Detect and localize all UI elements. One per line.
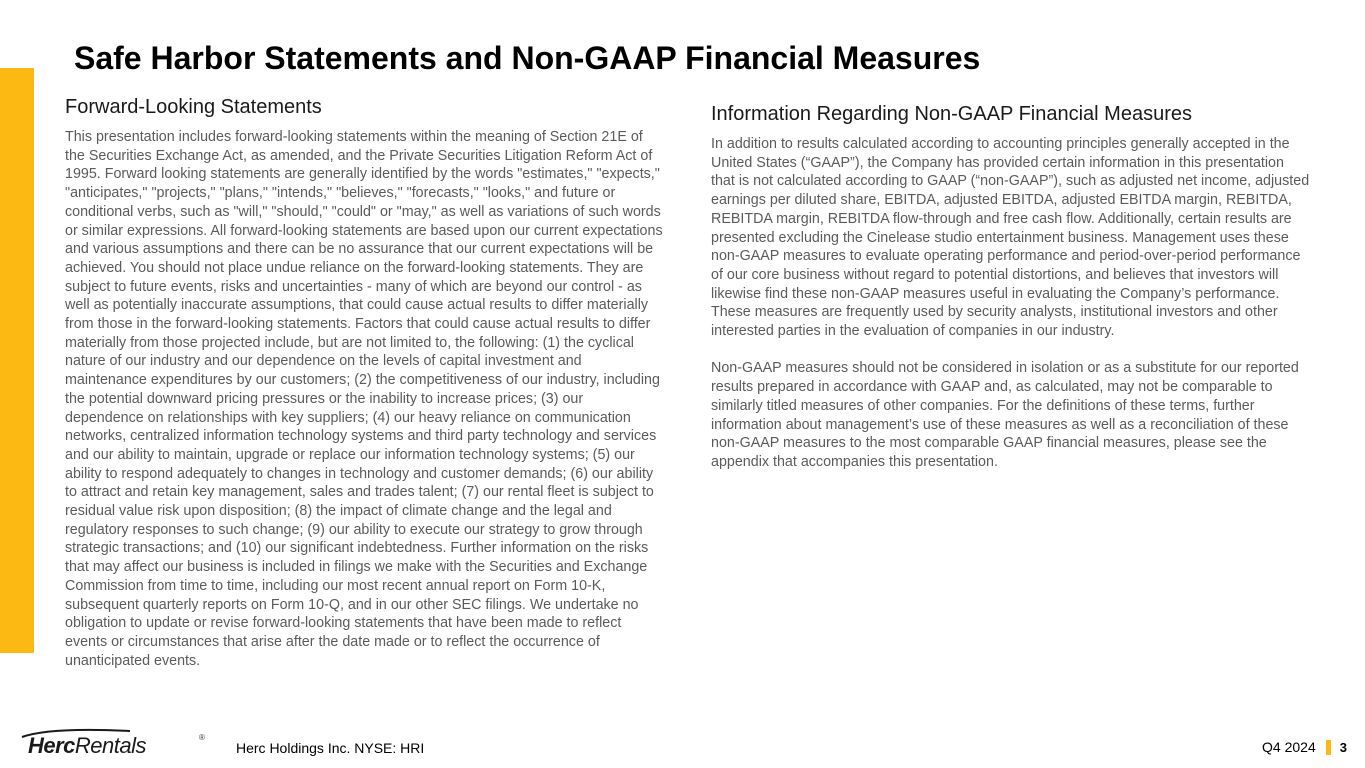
logo-herc-text: Herc <box>28 733 75 758</box>
page-number: 3 <box>1339 739 1347 755</box>
footer-company: Herc Holdings Inc. NYSE: HRI <box>236 740 425 756</box>
forward-looking-section <box>65 96 665 670</box>
footer-quarter: Q4 2024 <box>1262 739 1316 755</box>
non-gaap-heading: Information Regarding Non-GAAP Financial Measures <box>711 103 1192 125</box>
non-gaap-paragraph-2: Non-GAAP measures should not be considered in isolation or as a substitute for our reported results prepared in accordance with GAAP and, as calculated, may not be comparable to similarly titled measures of other companies. For the definitions of these terms, further information about management’s use of these measures as well as a reconciliation of these non-GAAP measures to the most comparable GAAP financial measures, please see the appendix that accompanies this presentation. <box>711 360 1299 470</box>
slide-title: Safe Harbor Statements and Non-GAAP Financial Measures <box>74 40 981 76</box>
herc-rentals-logo <box>20 726 205 760</box>
logo-wordmark <box>28 733 146 759</box>
registered-mark: ® <box>199 733 205 742</box>
non-gaap-section <box>711 103 1311 472</box>
logo-rentals-text: Rentals <box>74 733 147 758</box>
forward-looking-heading: Forward-Looking Statements <box>65 96 322 118</box>
forward-looking-body: This presentation includes forward-looking statements within the meaning of Section 21E of the Securities Exchange Act, as amended, and the Private Securities Litigation Reform Act of 1995. Forward looking statements are generally identified by the words "estimates," "expects," "anticipates," "projects," "plans," "intends," "believes," "forecasts," "looks," and future or conditional verbs, such as "will," "should," "could" or "may," as well as variations of such words or similar expressions. All forward-looking statements are based upon our current expectations and various assumptions and there can be no assurance that our current expectations will be achieved. You should not place undue reliance on the forward-looking statements. They are subject to future events, risks and uncertainties - many of which are beyond our control - as well as potentially inaccurate assumptions, that could cause actual results to differ materially from those in the forward-looking statements. Factors that could cause actual results to differ materially from those projected include, but are not limited to, the following: (1) the cyclical nature of our industry and our dependence on the levels of capital investment and maintenance expenditures by our customers; (2) the competitiveness of our industry, including the potential downward pricing pressures or the inability to increase prices; (3) our dependence on relationships with key suppliers; (4) our heavy reliance on communication networks, centralized information technology systems and third party technology and services and our ability to maintain, upgrade or replace our information technology systems; (5) our ability to respond adequately to changes in technology and customer demands; (6) our ability to attract and retain key management, sales and trades talent; (7) our rental fleet is subject to residual value risk upon disposition; (8) the impact of climate change and the legal and regulatory responses to such change; (9) our ability to execute our strategy to grow through strategic transactions; and (10) our significant indebtedness. Further information on the risks that may affect our business is included in filings we make with the Securities and Exchange Commission from time to time, including our most recent annual report on Form 10-K, subsequent quarterly reports on Form 10-Q, and in our other SEC filings. We undertake no obligation to update or revise forward-looking statements that have been made to reflect events or circumstances that arise after the date made or to reflect the occurrence of unanticipated events. <box>65 129 663 669</box>
page-marker <box>1326 740 1331 755</box>
non-gaap-paragraph-1: In addition to results calculated according to accounting principles generally accepted in the United States (“GAAP”), the Company has provided certain information in this presentation that is not calculated according to GAAP (“non-GAAP”), such as adjusted net income, adjusted earnings per diluted share, EBITDA, adjusted EBITDA, adjusted EBITDA margin, REBITDA, REBITDA margin, REBITDA flow-through and free cash flow. Additionally, certain results are presented excluding the Cinelease studio entertainment business. Management uses these non-GAAP measures to evaluate operating performance and period-over-period performance of our core business without regard to potential distortions, and believes that investors will likewise find these non-GAAP measures useful in evaluating the Company’s performance. These measures are frequently used by security analysts, institutional investors and other interested parties in the evaluation of companies in our industry. <box>711 136 1310 340</box>
accent-bar <box>0 68 34 653</box>
footer-page-info <box>1262 739 1347 755</box>
